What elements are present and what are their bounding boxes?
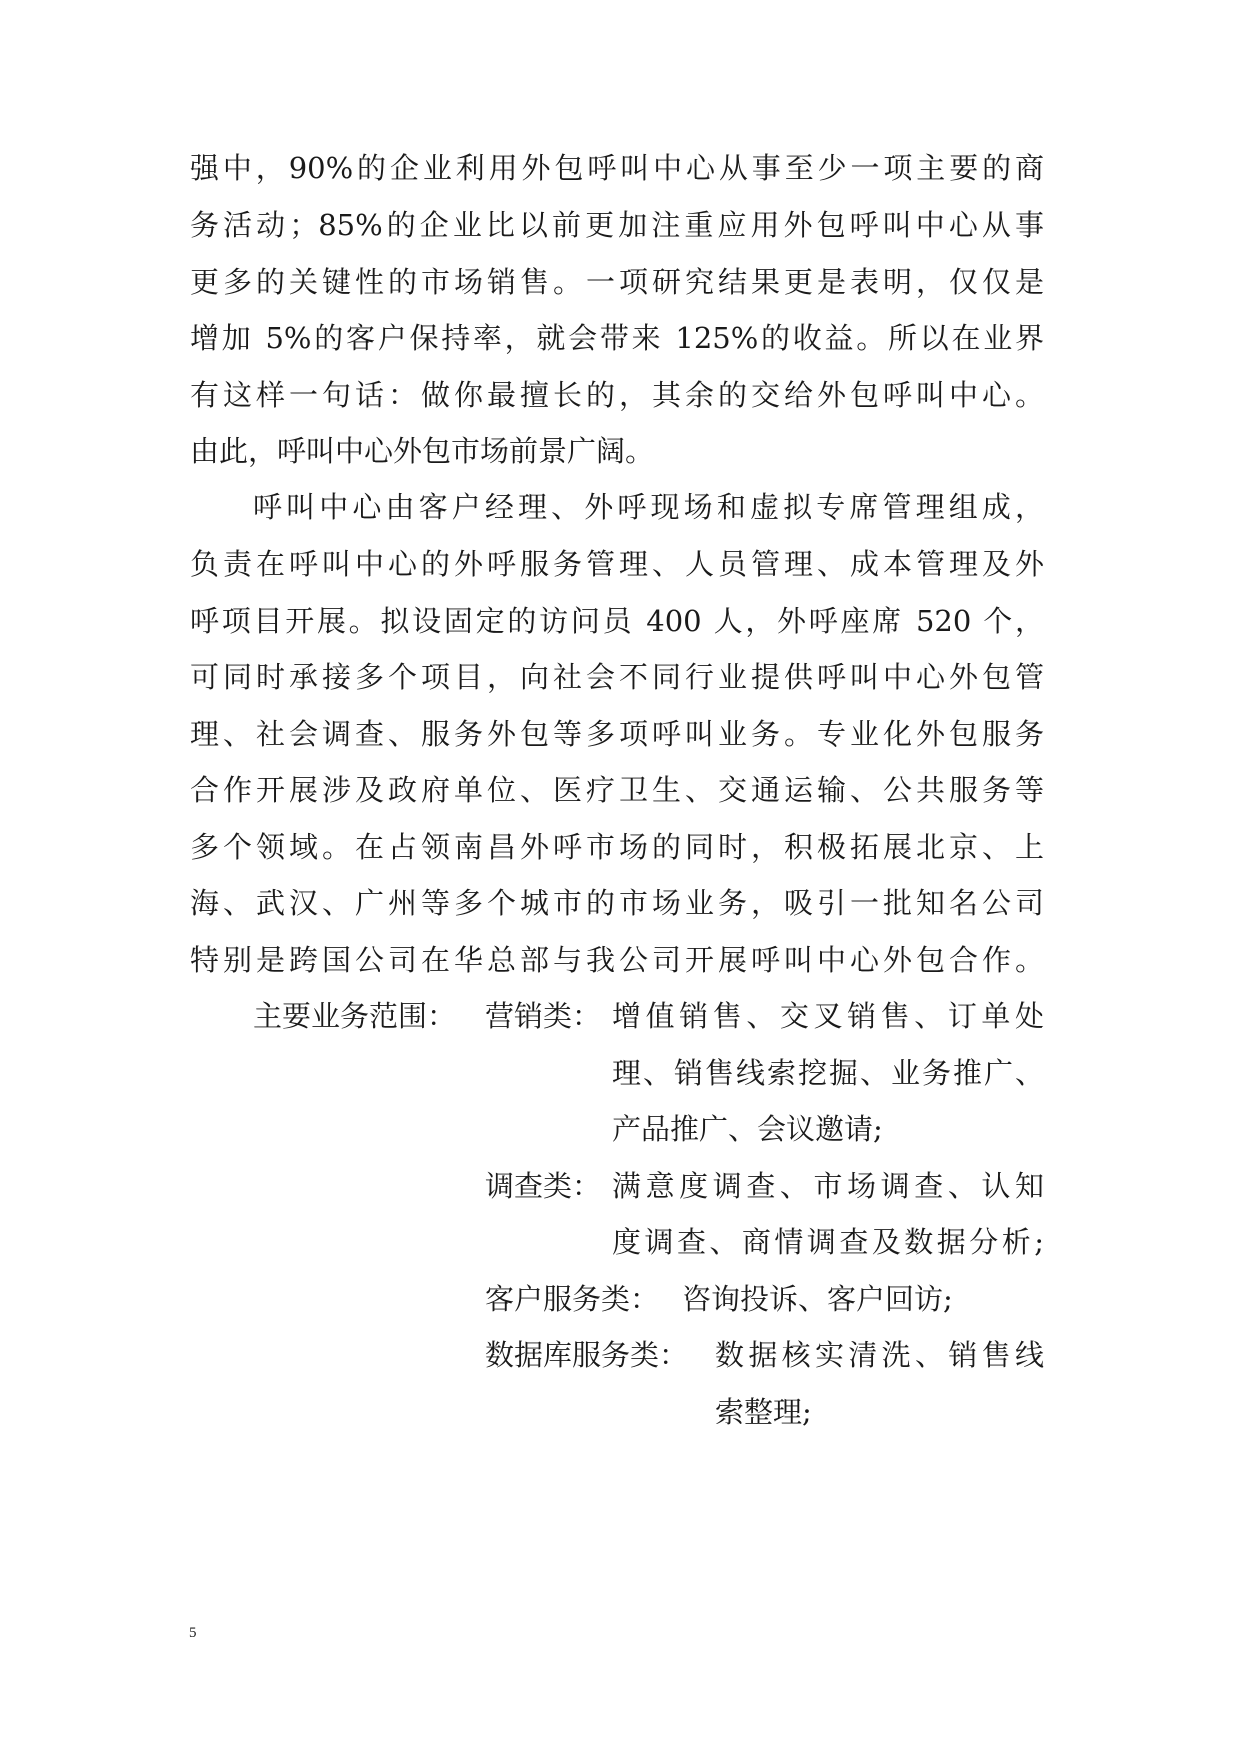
sales-label: 营销类： (485, 999, 602, 1033)
paragraph-line: 呼项目开展。拟设固定的访问员 400 人，外呼座席 520 个， (190, 604, 1044, 638)
survey-label: 调查类： (485, 1169, 602, 1203)
paragraph-line: 多个领域。在占领南昌外呼市场的同时，积极拓展北京、上 (190, 830, 1044, 864)
sales-line: 增值销售、交叉销售、订单处 (612, 999, 1044, 1033)
paragraph-line: 呼叫中心由客户经理、外呼现场和虚拟专席管理组成， (253, 490, 1044, 524)
customer-service-line: 咨询投诉、客户回访; (682, 1282, 953, 1316)
paragraph-line: 理、社会调查、服务外包等多项呼叫业务。专业化外包服务 (190, 717, 1044, 751)
sales-line: 产品推广、会议邀请; (612, 1112, 883, 1146)
database-service-label: 数据库服务类： (485, 1338, 689, 1372)
sales-line: 理、销售线索挖掘、业务推广、 (612, 1056, 1044, 1090)
paragraph-line: 特别是跨国公司在华总部与我公司开展呼叫中心外包合作。 (190, 943, 1044, 977)
paragraph-line: 海、武汉、广州等多个城市的市场业务，吸引一批知名公司 (190, 886, 1044, 920)
paragraph-line: 可同时承接多个项目，向社会不同行业提供呼叫中心外包管 (190, 660, 1044, 694)
paragraph-line: 有这样一句话：做你最擅长的，其余的交给外包呼叫中心。 (190, 378, 1044, 412)
paragraph-line: 合作开展涉及政府单位、医疗卫生、交通运输、公共服务等 (190, 773, 1044, 807)
database-service-line: 数据核实清洗、销售线 (715, 1338, 1044, 1372)
paragraph-line: 负责在呼叫中心的外呼服务管理、人员管理、成本管理及外 (190, 547, 1044, 581)
database-service-line: 索整理; (715, 1395, 812, 1429)
business-scope-heading: 主要业务范围： (253, 999, 457, 1033)
paragraph-line: 更多的关键性的市场销售。一项研究结果更是表明，仅仅是 (190, 265, 1044, 299)
paragraph-line: 强中，90%的企业利用外包呼叫中心从事至少一项主要的商 (190, 151, 1044, 185)
page-number: 5 (189, 1625, 197, 1641)
paragraph-line: 务活动；85%的企业比以前更加注重应用外包呼叫中心从事 (190, 208, 1044, 242)
survey-line: 度调查、商情调查及数据分析; (612, 1225, 1044, 1259)
customer-service-label: 客户服务类： (485, 1282, 660, 1316)
paragraph-line: 增加 5%的客户保持率，就会带来 125%的收益。所以在业界 (190, 321, 1044, 355)
survey-line: 满意度调查、市场调查、认知 (612, 1169, 1044, 1203)
paragraph-line: 由此，呼叫中心外包市场前景广阔。 (190, 434, 655, 468)
